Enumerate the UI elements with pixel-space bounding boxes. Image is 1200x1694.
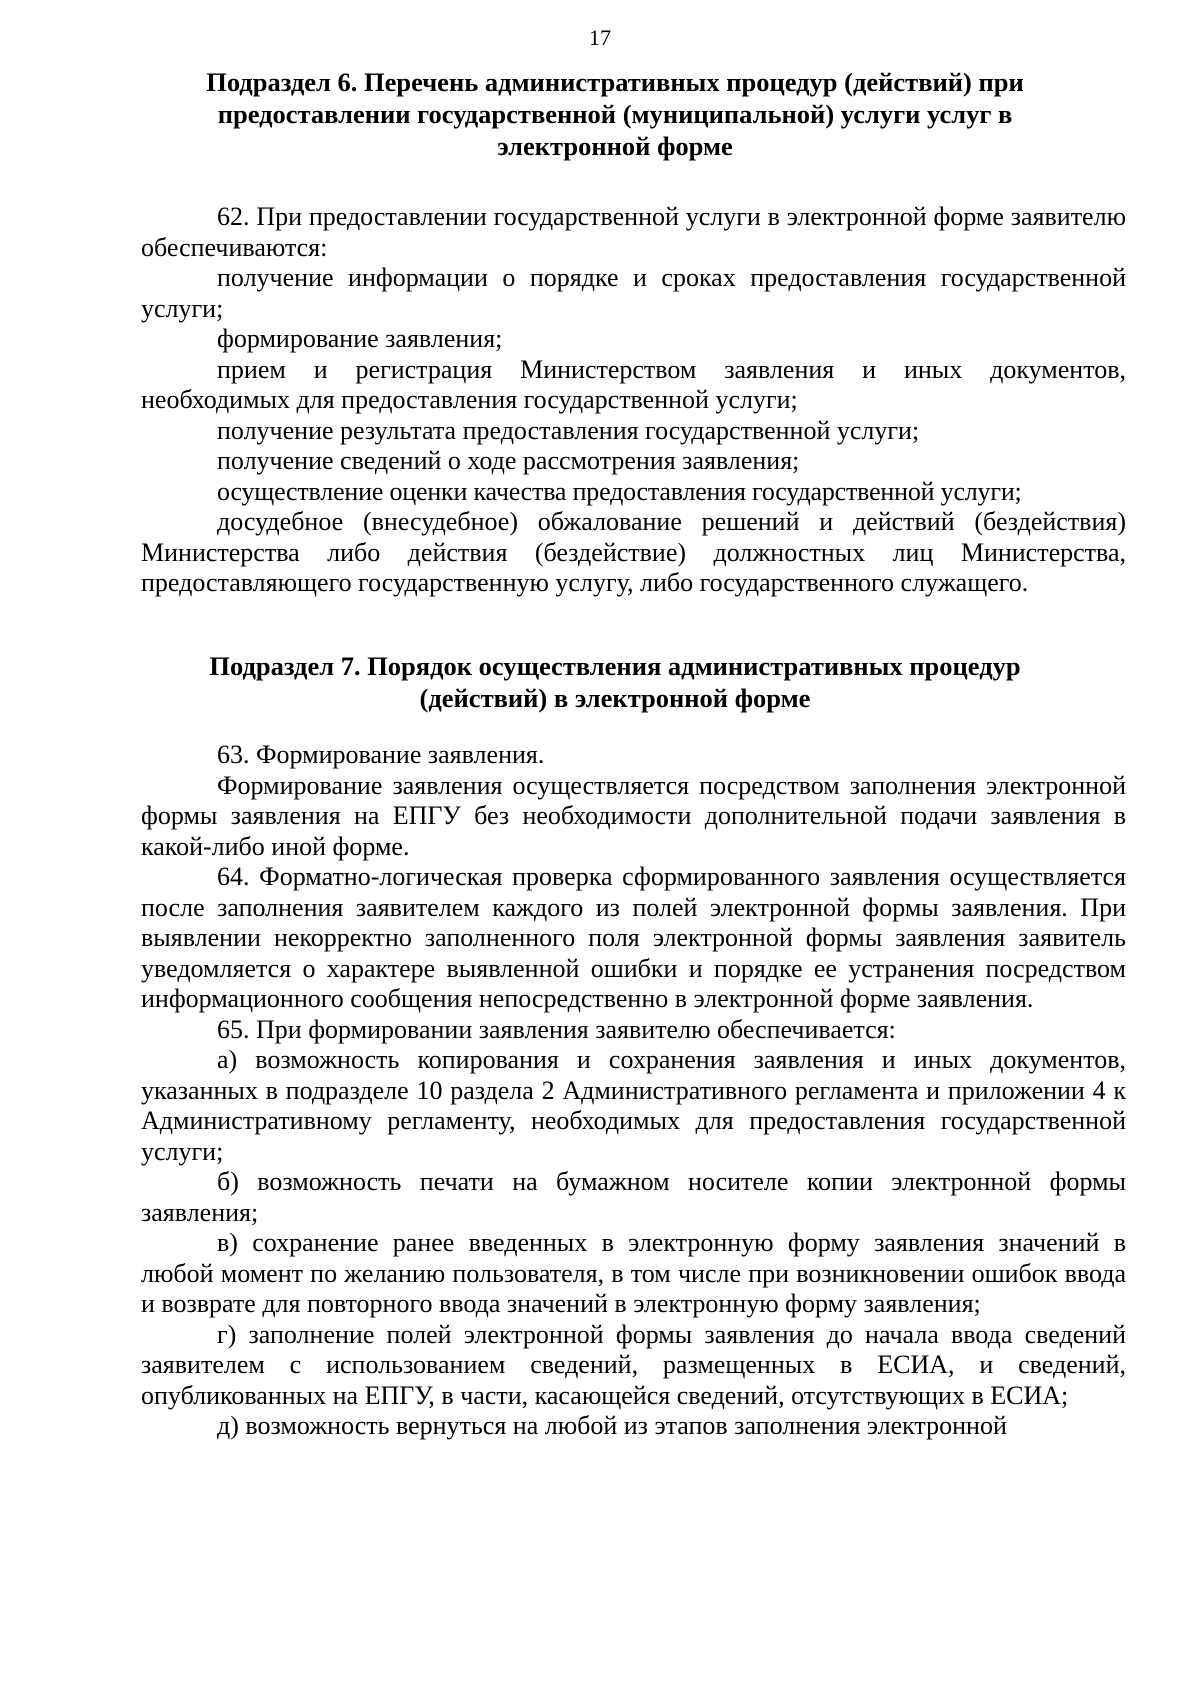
section-7-heading bbox=[130, 650, 1100, 714]
list-item: получение информации о порядке и сроках предоставления государственной услуги; bbox=[141, 263, 1126, 323]
section-6-body bbox=[141, 202, 1126, 599]
list-item: в) сохранение ранее введенных в электронную форму заявления значений в любой момент по желанию пользователя, в том числе при возникновении ошибок ввода и возврате для повторного ввода значений в электронную форму заявления; bbox=[141, 1228, 1126, 1318]
list-item: получение сведений о ходе рассмотрения заявления; bbox=[217, 446, 800, 475]
list-item: досудебное (внесудебное) обжалование решений и действий (бездействия) Министерства либо действия (бездействие) должностных лиц Министерства, предоставляющего государственную услугу, либо государственного служащего. bbox=[141, 507, 1126, 597]
section-6-heading-line: электронной форме bbox=[497, 131, 733, 161]
list-item: г) заполнение полей электронной формы заявления до начала ввода сведений заявителем с использованием сведений, размещенных в ЕСИА, и сведений, опубликованных на ЕПГУ, в части, касающейся сведений, отсутствующих в ЕСИА; bbox=[141, 1319, 1126, 1410]
list-item: прием и регистрация Министерством заявления и иных документов, необходимых для предоставления государственной услуги; bbox=[141, 354, 1126, 414]
paragraph-64: 64. Форматно-логическая проверка сформированного заявления осуществляется после заполнения заявителем каждого из полей электронной формы заявления. При выявлении некорректно заполненного поля электронной формы заявления заявитель уведомляется о характере выявленной ошибки и порядке ее устранения посредством информационного сообщения непосредственно в электронной форме заявления. bbox=[141, 862, 1126, 1013]
list-item: получение результата предоставления государственной услуги; bbox=[217, 415, 920, 445]
page-number: 17 bbox=[589, 25, 611, 50]
section-6-heading bbox=[130, 66, 1100, 162]
paragraph-65: 65. При формировании заявления заявителю обеспечивается: bbox=[217, 1014, 896, 1044]
section-7-heading-line: (действий) в электронной форме bbox=[419, 683, 811, 713]
paragraph-63: 63. Формирование заявления. bbox=[217, 740, 545, 769]
section-7-body bbox=[141, 740, 1126, 1442]
section-7-heading-line: Подраздел 7. Порядок осуществления административных процедур bbox=[209, 651, 1021, 681]
paragraph: Формирование заявления осуществляется посредством заполнения электронной формы заявления на ЕПГУ без необходимости дополнительной подачи заявления в какой-либо иной форме. bbox=[141, 770, 1126, 861]
list-item: д) возможность вернуться на любой из этапов заполнения электронной bbox=[217, 1411, 1007, 1440]
list-item: формирование заявления; bbox=[217, 324, 503, 353]
list-item: осуществление оценки качества предоставления государственной услуги; bbox=[217, 476, 1022, 506]
paragraph-62: 62. При предоставлении государственной услуги в электронной форме заявителю обеспечиваются: bbox=[141, 202, 1126, 262]
list-item: а) возможность копирования и сохранения заявления и иных документов, указанных в подразделе 10 раздела 2 Административного регламента и приложении 4 к Административному регламенту, необходимых для предоставления государственной услуги; bbox=[141, 1045, 1126, 1166]
section-6-heading-line: предоставлении государственной (муниципальной) услуги услуг в bbox=[217, 99, 1013, 129]
list-item: б) возможность печати на бумажном носителе копии электронной формы заявления; bbox=[141, 1167, 1126, 1227]
section-6-heading-line: Подраздел 6. Перечень административных процедур (действий) при bbox=[206, 67, 1024, 97]
